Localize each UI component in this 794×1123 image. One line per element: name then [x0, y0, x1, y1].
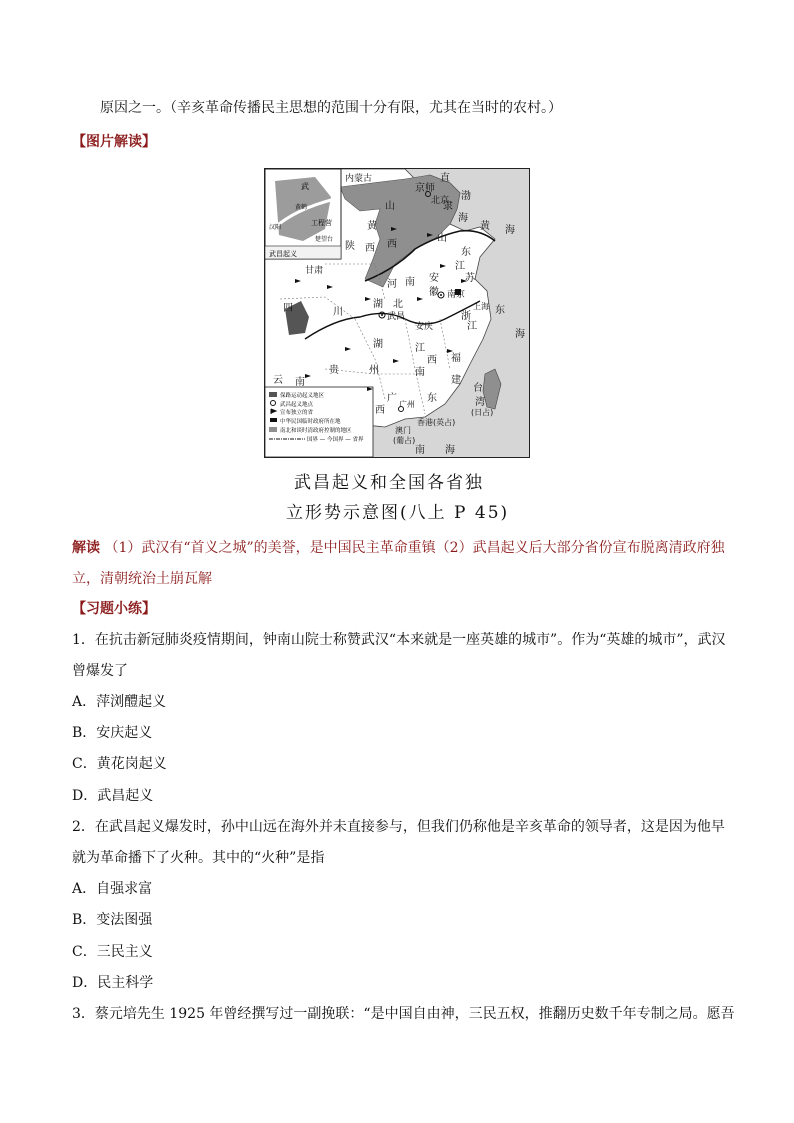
label-bohai-hai: 海 [458, 213, 468, 224]
label-nan-sea: 南 [415, 445, 425, 456]
label-shanxi-xi: 西 [387, 239, 397, 250]
legend-label-2: 武昌起义地点 [280, 402, 314, 408]
map-caption-line2: 立形势示意图(八上 P 45) [286, 503, 510, 523]
interpretation-line1 [72, 538, 725, 558]
legend-swatch-1 [269, 392, 277, 397]
q1-option-d: D．武昌起义 [72, 788, 154, 804]
nanjing-marker-dot [440, 294, 442, 296]
q1-option-b: B．安庆起义 [72, 725, 153, 741]
label-wuchang: 武昌 [387, 312, 406, 322]
interpretation-text-1: （1）武汉有“首义之城”的美誉，是中国民主革命重镇（2）武昌起义后大部分省份宣布脱离清政府独 [104, 540, 725, 556]
label-huang: 黄 [367, 221, 377, 232]
legend-label-1: 保路运动起义地区 [280, 393, 325, 399]
label-guizhou-zhou: 州 [369, 365, 379, 376]
label-taiwan-rizhan: (日占) [471, 408, 494, 417]
label-jiangsu-2: 苏 [465, 273, 475, 284]
map-figure [264, 168, 530, 458]
inset-title: 武昌起义 [269, 250, 297, 258]
q2-option-b: B．变法图强 [72, 912, 153, 928]
label-guangxi-xi: 西 [375, 405, 385, 416]
q2-stem-line1: 2．在武昌起义爆发时，孙中山远在海外并未直接参与，但我们仍称他是辛亥革命的领导者，这是因为他早 [72, 819, 725, 835]
intro-text: 原因之一。（辛亥革命传播民主思想的范围十分有限，尤其在当时的农村。） [100, 100, 562, 116]
label-inner-mongolia: 内蒙古 [345, 174, 373, 184]
label-hunan-2: 南 [415, 367, 425, 378]
label-sichuan-si: 四 [283, 303, 293, 314]
label-guangdong-dong: 东 [427, 393, 437, 404]
label-guangxi-guang: 广 [387, 393, 397, 404]
label-shanghai: 上海 [473, 302, 489, 311]
label-taiwan-tai: 台 [473, 383, 483, 394]
inset-label-wu: 武 [301, 182, 309, 191]
legend-swatch-5 [269, 427, 277, 432]
inset-label-huanghe: 黄鹤 [295, 204, 308, 211]
label-aomen: 澳门 [395, 426, 411, 435]
label-xianggang: 香港(英占) [417, 418, 456, 427]
label-hubei-1: 湖 [373, 299, 383, 310]
label-anqing: 安庆 [415, 322, 434, 332]
label-zhejiang-zhe: 浙 [461, 311, 471, 322]
label-yunnan-yun: 云 [273, 375, 283, 386]
q1-stem-line1: 1．在抗击新冠肺炎疫情期间，钟南山院士称赞武汉“本来就是一座英雄的城市”。作为“英雄的城市”，武汉 [72, 632, 726, 648]
label-jiangsu-1: 江 [455, 261, 465, 272]
legend-label-3: 宣布独立的省 [280, 410, 314, 416]
q1-stem-line2: 曾爆发了 [72, 663, 128, 679]
inset-label-chuwangtai: 楚望台 [315, 236, 334, 243]
label-hunan-1: 湖 [373, 339, 383, 350]
label-nanjing: 南京 [447, 290, 466, 300]
label-li: 隶 [443, 201, 453, 212]
map-svg [265, 169, 529, 457]
wuchang-marker-dot [381, 314, 383, 316]
label-shaanxi-1: 陕 [345, 241, 355, 252]
label-shandong-dong: 东 [461, 247, 471, 258]
label-zhejiang-jiang: 江 [467, 321, 477, 332]
label-guangzhou: 广州 [399, 400, 415, 409]
q3-stem-line1: 3．蔡元培先生 1925 年曾经撰写过一副挽联：“是中国自由神，三民五权，推翻历史数千年专制之局。愿吾 [72, 1006, 735, 1022]
label-hubei-2: 北 [393, 299, 403, 310]
legend-label-6: 国界 — 今国界 — 省界 [307, 437, 364, 443]
q2-option-c: C．三民主义 [72, 944, 153, 960]
label-yunnan-nan: 南 [295, 377, 305, 388]
label-dong-sea: 东 [495, 305, 505, 316]
legend-label-4: 中华民国临时政府所在地 [280, 419, 341, 425]
q2-option-d: D．民主科学 [72, 975, 154, 991]
label-gansu: 甘肃 [305, 266, 324, 276]
label-huang-sea-hai: 海 [505, 225, 515, 236]
label-huang-sea: 黄 [480, 221, 490, 232]
label-dong-sea-hai: 海 [515, 329, 525, 340]
interpretation-line2: 立，清朝统治土崩瓦解 [72, 571, 212, 587]
inset-label-hanyang: 汉阳 [269, 224, 282, 231]
label-jiangxi-2: 西 [427, 355, 437, 366]
q2-stem-line2: 就为革命播下了火种。其中的“火种”是指 [72, 850, 325, 866]
label-jingshi: 京师 [415, 183, 435, 194]
picture-section-title: 【图片解读】 [72, 134, 156, 150]
label-anhui-2: 徽 [429, 287, 439, 298]
label-bo: 渤 [461, 191, 471, 202]
label-sichuan-chuan: 川 [333, 307, 343, 318]
label-he: 河 [387, 279, 397, 290]
interpretation-label: 解读 [72, 540, 100, 556]
label-anhui-1: 安 [429, 273, 439, 284]
label-nan-sea-hai: 海 [445, 445, 455, 456]
q1-option-a: A．萍浏醴起义 [72, 694, 167, 710]
q1-option-c: C．黄花岗起义 [72, 756, 167, 772]
label-jiangxi-1: 江 [415, 343, 425, 354]
label-beijing: 北京 [431, 196, 450, 206]
exercise-section-title: 【习题小练】 [72, 601, 156, 617]
label-henan-nan: 南 [405, 277, 415, 288]
label-fujian-jian: 建 [451, 375, 461, 386]
legend-swatch-4 [270, 418, 277, 422]
legend-label-5: 南北和谈时清政府控制的地区 [280, 428, 352, 434]
label-shaanxi-2: 西 [365, 243, 375, 254]
label-putao: (葡占) [393, 436, 416, 445]
label-guizhou-gui: 贵 [329, 365, 339, 376]
map-caption-line1: 武昌起义和全国各省独 [294, 473, 484, 493]
label-zhi: 直 [440, 173, 450, 184]
label-shandong-shan: 山 [437, 233, 447, 244]
q2-option-a: A．自强求富 [72, 881, 153, 897]
label-fujian-fu: 福 [451, 353, 461, 364]
inset-label-gongcheng: 工程营 [311, 219, 332, 227]
label-shanxi-shan: 山 [385, 201, 395, 212]
label-taiwan-wan: 湾 [475, 397, 485, 408]
